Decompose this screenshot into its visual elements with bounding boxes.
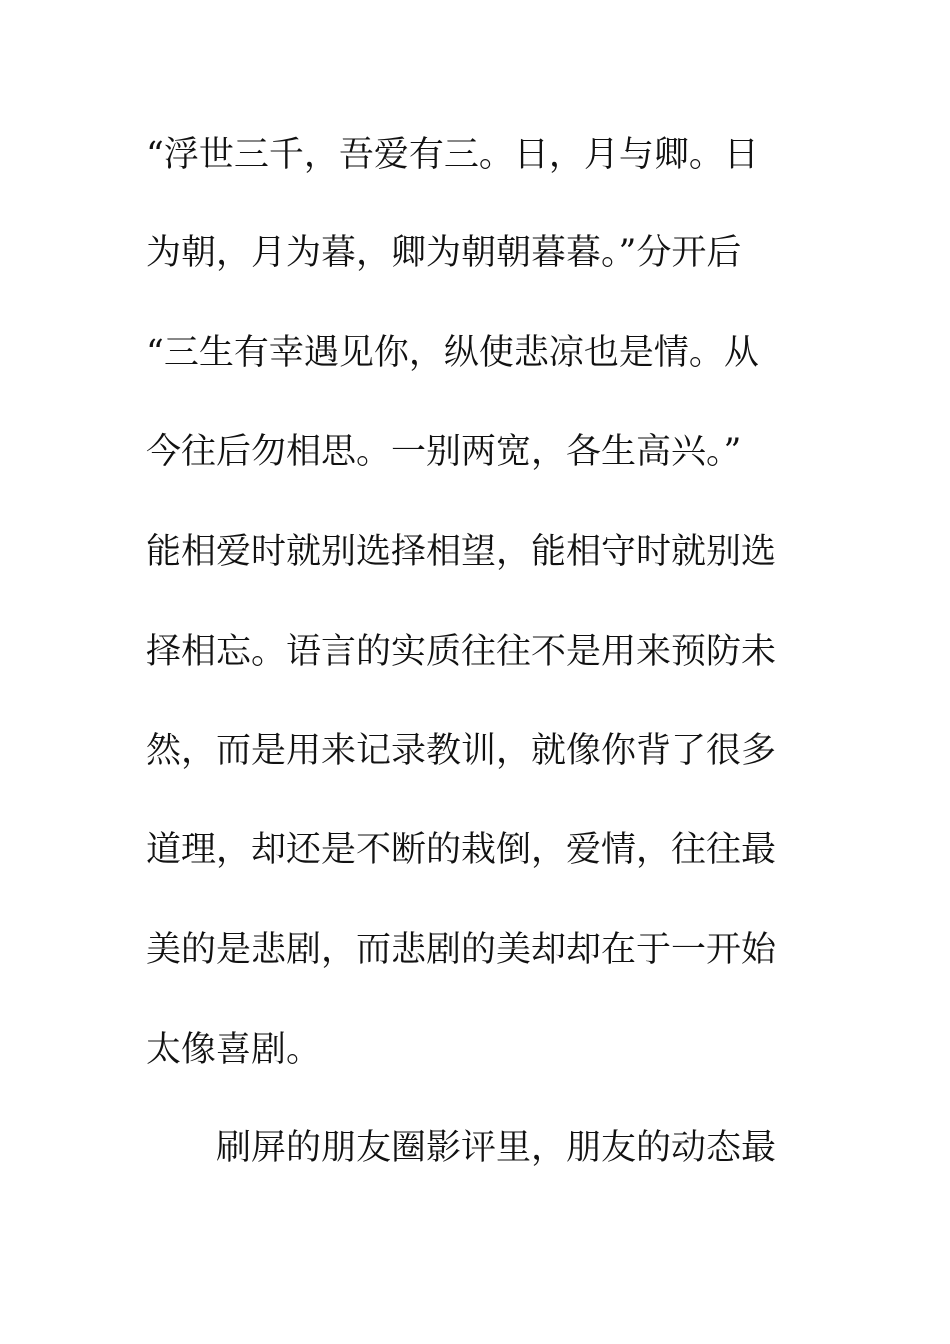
text-line-4: 今往后勿相思。一别两宽，各生高兴。”: [146, 432, 742, 472]
text-line-10: 太像喜剧。: [146, 1030, 322, 1070]
text-line-3: “三生有幸遇见你，纵使悲凉也是情。从: [146, 333, 759, 373]
text-line-5: 能相爱时就别选择相望，能相守时就别选: [146, 532, 777, 572]
text-line-1: “浮世三千，吾爱有三。日，月与卿。日: [146, 135, 759, 175]
text-line-9: 美的是悲剧，而悲剧的美却却在于一开始: [146, 930, 777, 970]
text-line-11: 刷屏的朋友圈影评里，朋友的动态最: [216, 1128, 777, 1168]
text-line-2: 为朝，月为暮，卿为朝朝暮暮。”分开后: [146, 233, 742, 273]
text-line-6: 择相忘。语言的实质往往不是用来预防未: [146, 632, 777, 672]
text-line-8: 道理，却还是不断的栽倒，爱情，往往最: [146, 830, 777, 870]
text-line-7: 然，而是用来记录教训，就像你背了很多: [146, 731, 777, 771]
